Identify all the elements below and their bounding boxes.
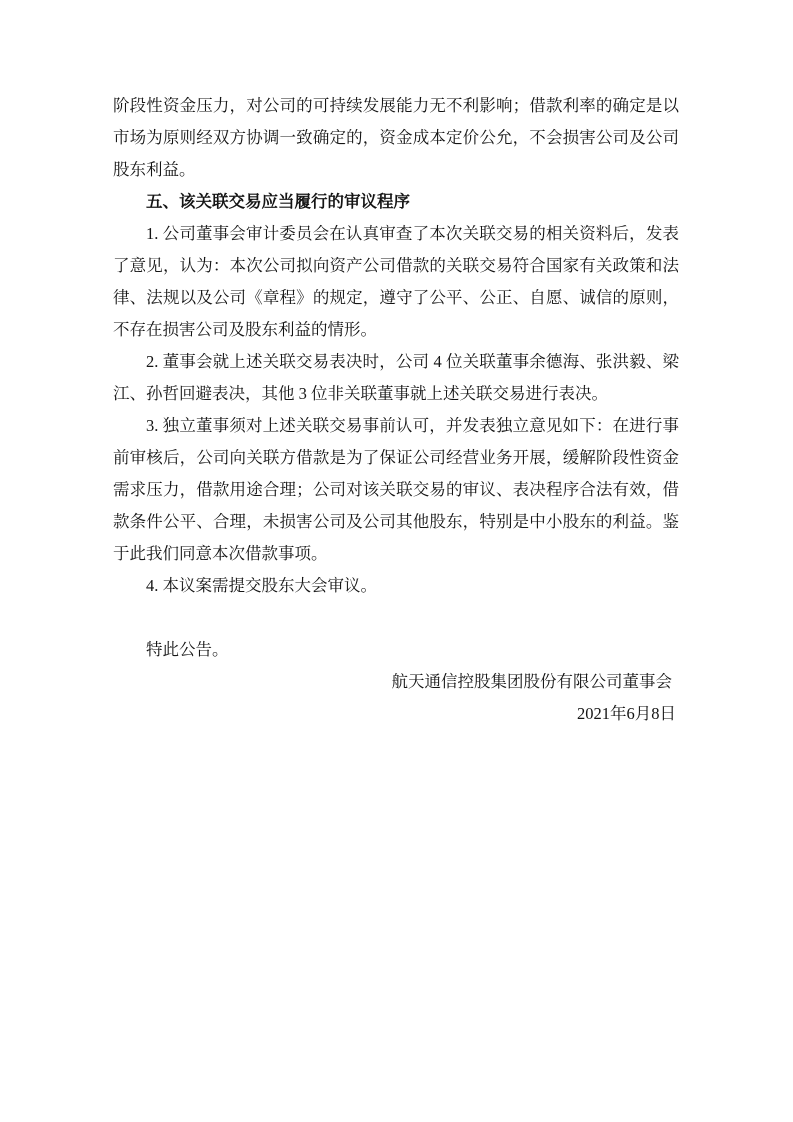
document-body xyxy=(113,90,679,730)
body-paragraph-4: 4. 本议案需提交股东大会审议。 xyxy=(146,576,377,595)
body-paragraph-2: 2. 董事会就上述关联交易表决时，公司 4 位关联董事余德海、张洪毅、梁江、孙哲回避表决，其他 3 位非关联董事就上述关联交易进行表决。 xyxy=(113,352,679,403)
body-paragraph-1: 1. 公司董事会审计委员会在认真审查了本次关联交易的相关资料后，发表了意见，认为：本次公司拟向资产公司借款的关联交易符合国家有关政策和法律、法规以及公司《章程》的规定，遵守了公平、公正、自愿、诚信的原则，不存在损害公司及股东利益的情形。 xyxy=(113,224,679,339)
body-continuation-paragraph: 阶段性资金压力，对公司的可持续发展能力无不利影响；借款利率的确定是以市场为原则经双方协调一致确定的，资金成本定价公允，不会损害公司及公司股东利益。 xyxy=(113,96,679,179)
section-heading: 五、该关联交易应当履行的审议程序 xyxy=(146,192,410,211)
signature-company: 航天通信控股集团股份有限公司董事会 xyxy=(391,672,672,691)
body-paragraph-3: 3. 独立董事须对上述关联交易事前认可，并发表独立意见如下：在进行事前审核后，公司向关联方借款是为了保证公司经营业务开展，缓解阶段性资金需求压力，借款用途合理；公司对该关联交易的审议、表决程序合法有效，借款条件公平、合理，未损害公司及公司其他股东，特别是中小股东的利益。鉴于此我们同意本次借款事项。 xyxy=(113,416,679,563)
signature-date: 2021年6月8日 xyxy=(577,704,676,723)
closing-statement: 特此公告。 xyxy=(146,640,229,659)
